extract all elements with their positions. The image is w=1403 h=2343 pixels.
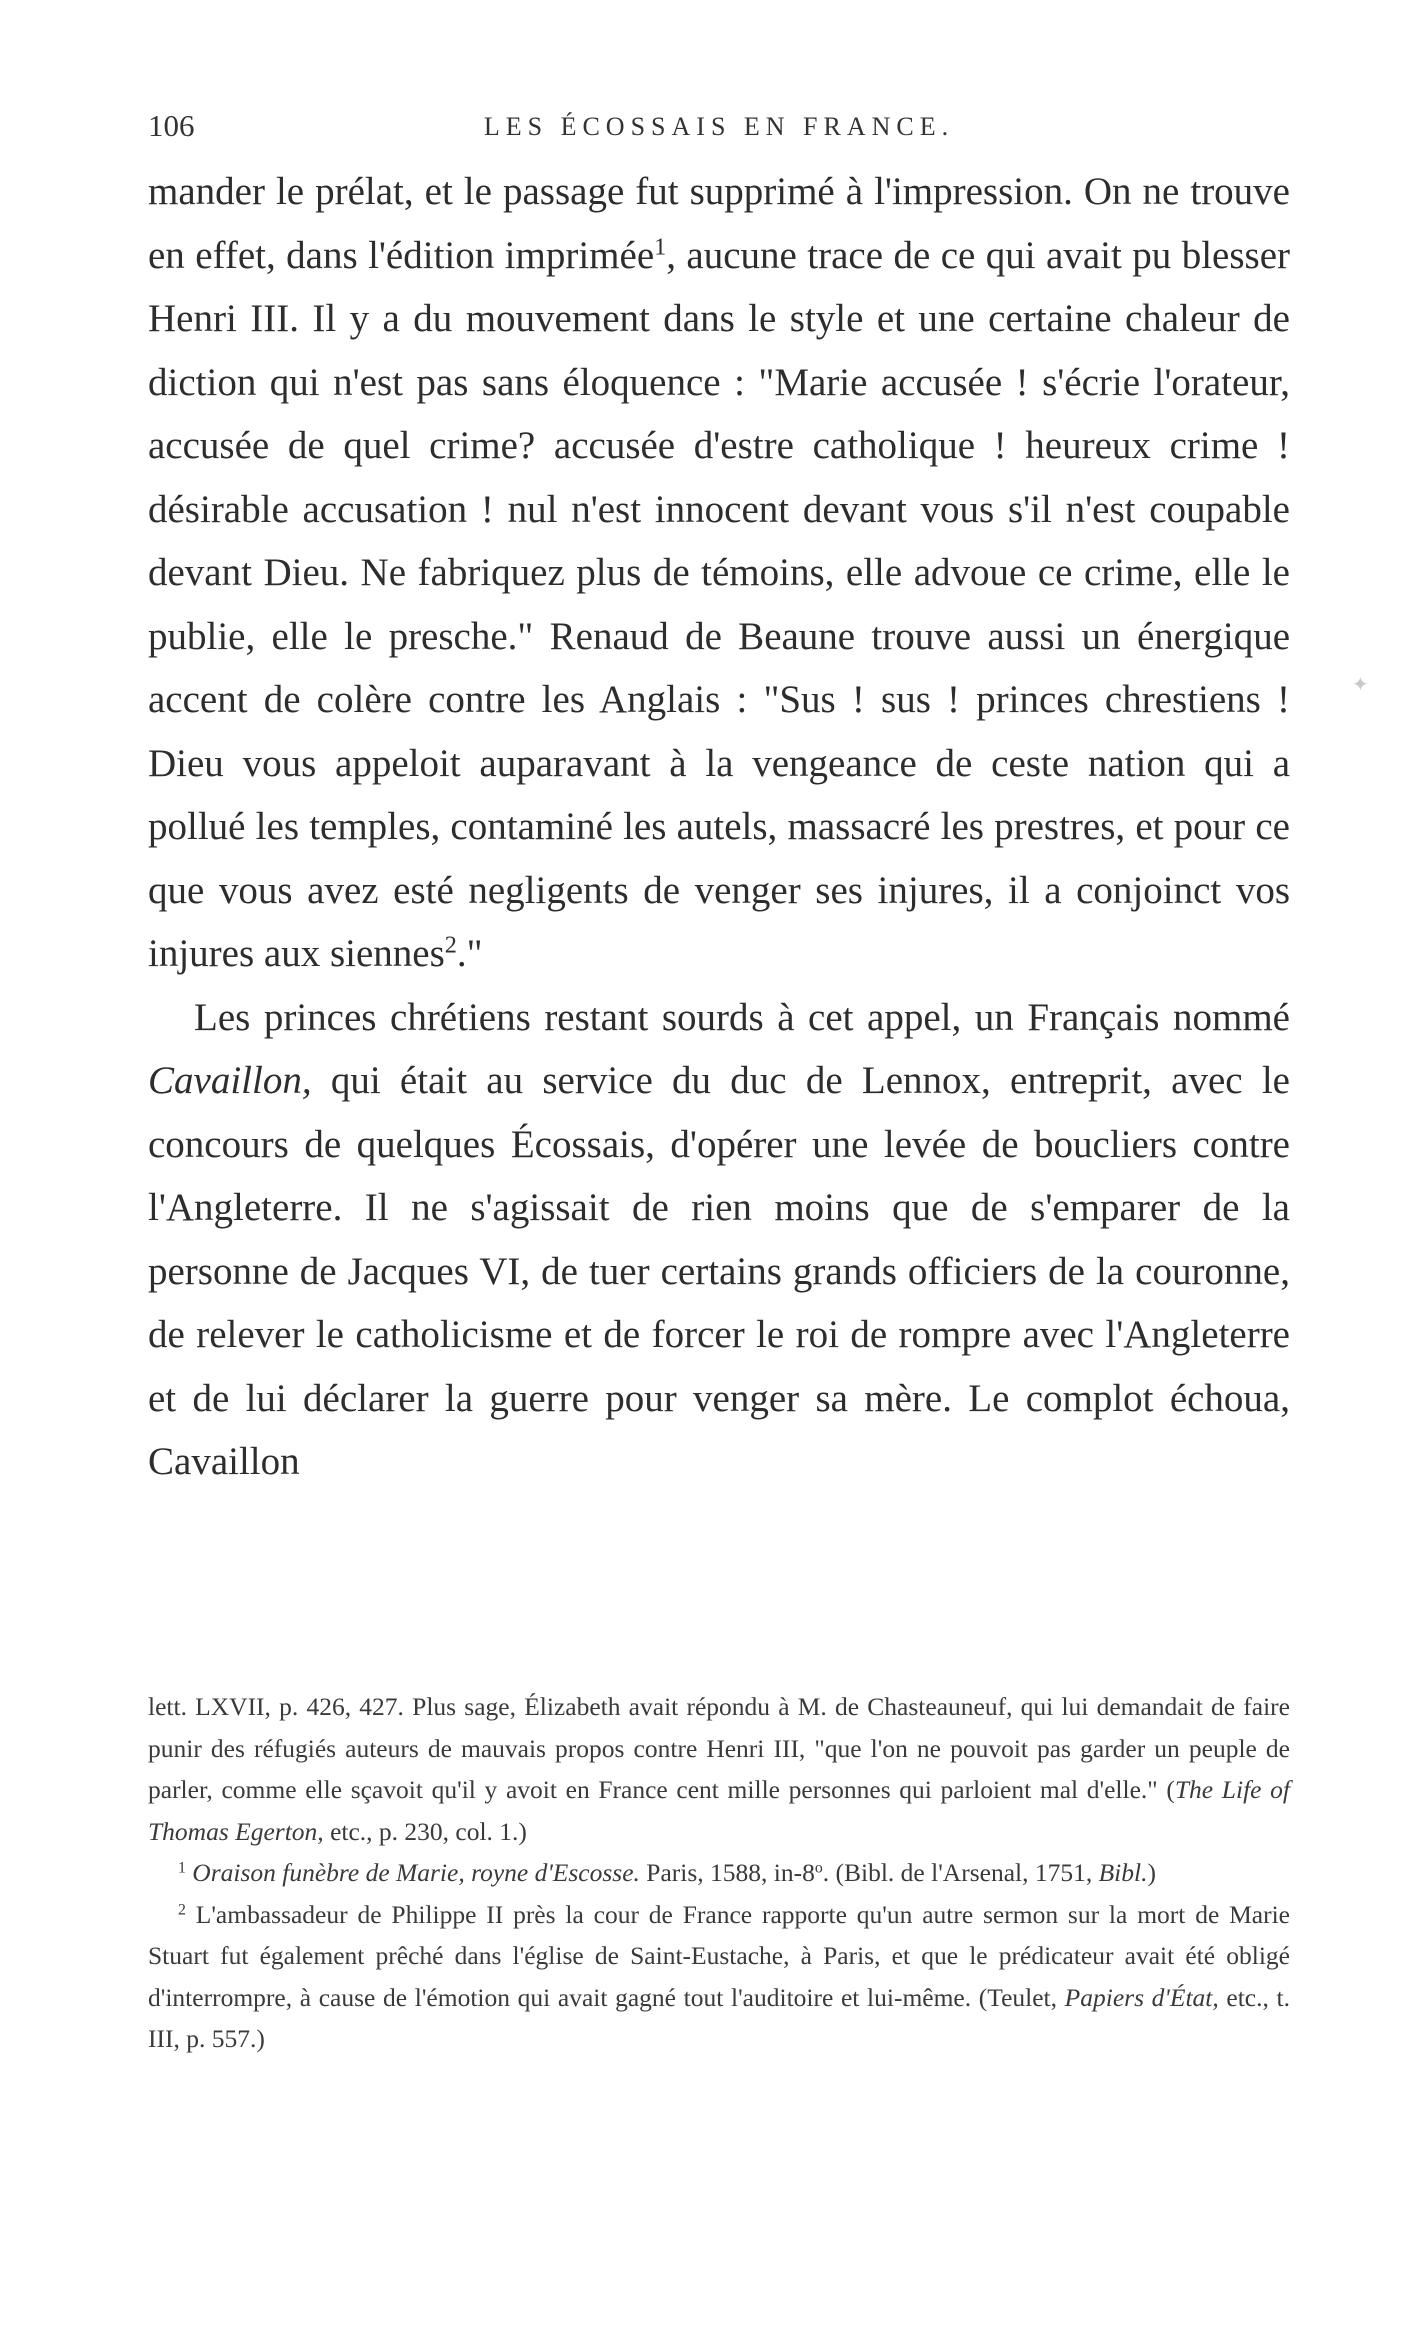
- paragraph-2-text-b: qui était au service du duc de Lennox, entreprit, avec le concours de quelques Écossais, d'opérer une levée de boucliers contre l'Angleterre. Il ne s'agissait de rien moins que de s'emparer de la personne de Jacques VI, de tuer certains grands officiers de la couronne, de relever le catholicisme et de forcer le roi de rompre avec l'Angleterre et de lui déclarer la guerre pour venger sa mère. Le complot échoua, Cavaillon: [148, 1059, 1290, 1483]
- footnotes: [148, 1686, 1290, 2060]
- footnote-1-degree: o: [814, 1859, 823, 1877]
- footnote-2-text-b: etc., t. III, p. 557.): [148, 1982, 1290, 2053]
- paragraph-2-text-a: Les princes chrétiens restant sourds à cet appel, un Français nommé: [194, 995, 1290, 1039]
- footnote-continued-text-a: lett. LXVII, p. 426, 427. Plus sage, Élizabeth avait répondu à M. de Chasteauneuf, qui lui demandait de faire punir des réfugiés auteurs de mauvais propos contre Henri III, "que l'on ne pouvoit pas garder un peuple de parler, comme elle sçavoit qu'il y avoit en France cent mille personnes qui parloient mal d'elle." (: [148, 1692, 1290, 1804]
- page-number: 106: [148, 108, 195, 143]
- footnote-ref-2: 2: [444, 931, 457, 959]
- footnote-1-marker: 1: [178, 1859, 186, 1877]
- footnote-2-text-a: L'ambassadeur de Philippe II près la cour de France rapporte qu'un autre sermon sur la mort de Marie Stuart fut également prêché dans l'église de Saint-Eustache, à Paris, et que le prédicateur avait été obligé d'interrompre, à cause de l'émotion qui avait gagné tout l'auditoire et lui-même. (Teulet,: [148, 1899, 1290, 2012]
- paragraph-1-text-a: mander le prélat, et le passage fut supprimé à l'impression. On ne trouve en effet, dans l'édition imprimée: [148, 170, 1290, 277]
- footnote-1-italic-title: Oraison funèbre de Marie, royne d'Escosse.: [192, 1858, 640, 1887]
- footnote-continued: [148, 1686, 1290, 1852]
- paragraph-1-text-c: .": [456, 932, 483, 975]
- footnote-continued-italic-title: The Life of Thomas Egerton,: [148, 1775, 1290, 1846]
- footnote-2-marker: 2: [178, 1900, 186, 1918]
- paragraph-2: [148, 986, 1290, 1494]
- footnote-1-text-c: ): [1147, 1858, 1156, 1887]
- footnote-1: [148, 1852, 1290, 1894]
- footnote-ref-1: 1: [654, 233, 667, 261]
- paragraph-2-italic-name: Cavaillon,: [148, 1059, 312, 1102]
- footnote-continued-text-b: etc., p. 230, col. 1.): [323, 1816, 527, 1846]
- margin-mark-icon: ✦: [1352, 672, 1369, 696]
- running-title: LES ÉCOSSAIS EN FRANCE.: [483, 112, 955, 141]
- footnote-1-text-a: Paris, 1588, in-8: [639, 1858, 815, 1887]
- paragraph-1: [148, 160, 1290, 986]
- footnote-1-text-b: . (Bibl. de l'Arsenal, 1751,: [822, 1858, 1099, 1887]
- footnote-2: [148, 1894, 1290, 2060]
- footnote-2-italic-title: Papiers d'État,: [1064, 1982, 1219, 2012]
- paragraph-1-text-b: , aucune trace de ce qui avait pu blesser Henri III. Il y a du mouvement dans le style et une certaine chaleur de diction qui n'est pas sans éloquence : "Marie accusée ! s'écrie l'orateur, accusée de quel crime? accusée d'estre catholique ! heureux crime ! désirable accusation ! nul n'est innocent devant vous s'il n'est coupable devant Dieu. Ne fabriquez plus de témoins, elle advoue ce crime, elle le publie, elle le presche." Renaud de Beaune trouve aussi un énergique accent de colère contre les Anglais : "Sus ! sus ! princes chrestiens ! Dieu vous appeloit auparavant à la vengeance de ceste nation qui a pollué les temples, contaminé les autels, massacré les prestres, et pour ce que vous avez esté negligents de venger ses injures, il a conjoinct vos injures aux siennes: [148, 233, 1290, 975]
- running-head: [148, 108, 1290, 148]
- main-text: [148, 160, 1290, 1494]
- footnote-1-italic-bibl: Bibl.: [1098, 1858, 1148, 1887]
